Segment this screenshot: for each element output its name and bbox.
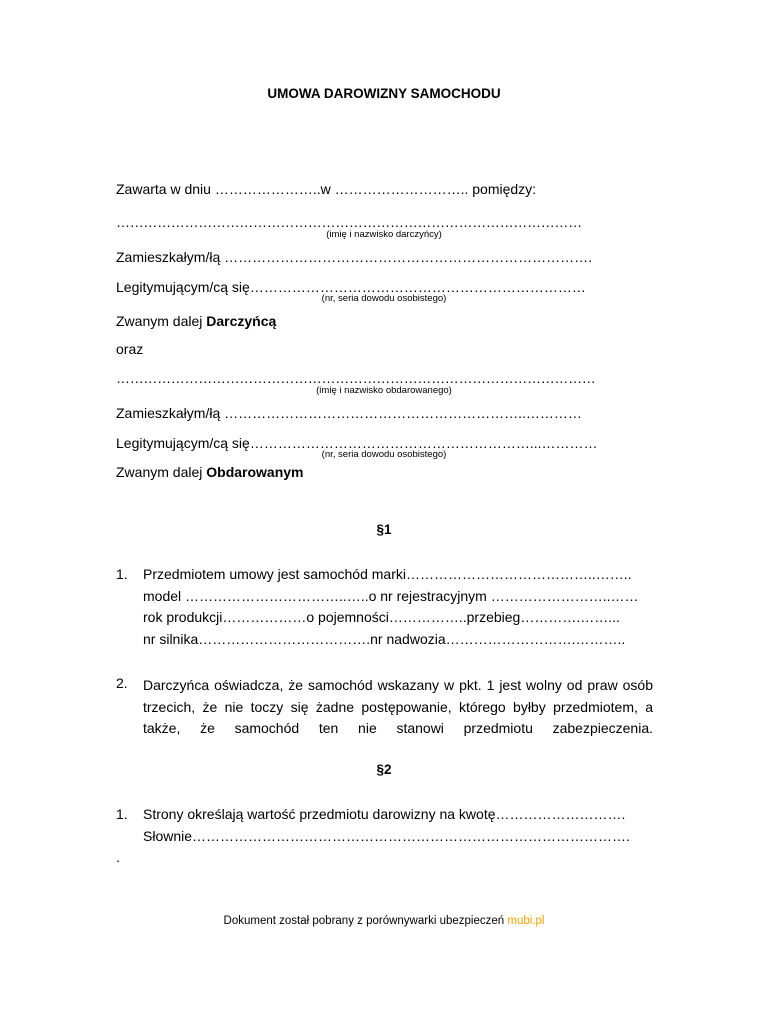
stray-dot: . <box>116 849 120 865</box>
section1-item2-text: Darczyńca oświadcza, że samochód wskazany w pkt. 1 jest wolny od praw osób trzecich, że nie toczy się żadne postępowanie, którego byłby przedmiotem, a także, że samochód ten nie stanowi przedmiotu zabezpieczenia. <box>143 677 653 736</box>
donor-id-caption: (nr, seria dowodu osobistego) <box>321 293 447 304</box>
intro-line: Zawarta w dniu …………………..w ……………………….. pomiędzy: <box>116 181 537 197</box>
recipient-residence-line: Zamieszkałym/łą ………………………………………………………..………… <box>116 405 582 421</box>
recipient-id-line: Legitymującym/cą się……………………………………………………...………… <box>116 435 598 451</box>
footer-text: Dokument został pobrany z porównywarki ubezpieczeń <box>223 915 505 927</box>
donor-name-field: ………………………………………………………………………………………… <box>116 214 582 230</box>
recipient-called-line <box>116 464 304 480</box>
donor-called-name: Darczyńcą <box>206 313 277 329</box>
footer <box>0 915 768 927</box>
mubi-link[interactable]: mubi.pl <box>504 915 545 927</box>
section1-item2-number: 2. <box>116 675 128 691</box>
donor-residence-line: Zamieszkałym/łą ……………………………………………………………………. <box>116 249 593 265</box>
donor-called-line <box>116 313 276 329</box>
document-title: UMOWA DAROWIZNY SAMOCHODU <box>267 86 501 101</box>
section1-item1-line: nr silnika……………………………….nr nadwozia……………………….……….. <box>143 631 626 647</box>
recipient-name-caption: (imię i nazwisko obdarowanego) <box>316 385 452 396</box>
section2-heading: §2 <box>376 762 392 777</box>
section2-item1-line: Strony określają wartość przedmiotu darowizny na kwotę………………………. <box>143 806 626 822</box>
donor-id-line: Legitymującym/cą się……………………………………………………………… <box>116 279 586 295</box>
and-word: oraz <box>116 341 144 357</box>
section2-item1-number: 1. <box>116 806 128 822</box>
recipient-name-field: …………………………………………………………………………………………… <box>116 370 596 386</box>
section1-item1-line: model ……………………………..…..o nr rejestracyjnym ……………………..…… <box>143 588 639 604</box>
section1-item1-line: Przedmiotem umowy jest samochód marki…………………………………..…….. <box>143 566 632 582</box>
section1-item1-line: rok produkcji………………o pojemności……………..przebieg………….……... <box>143 609 620 625</box>
donor-called-prefix: Zwanym dalej <box>116 313 207 329</box>
section1-heading: §1 <box>376 522 392 537</box>
donor-name-caption: (imię i nazwisko darczyńcy) <box>326 229 442 240</box>
recipient-id-caption: (nr, seria dowodu osobistego) <box>321 449 447 460</box>
recipient-called-prefix: Zwanym dalej <box>116 464 207 480</box>
section2-item1-line: Słownie…………………………………………………………………………………. <box>143 828 630 844</box>
section1-item1-number: 1. <box>116 566 128 582</box>
recipient-called-name: Obdarowanym <box>206 464 304 480</box>
